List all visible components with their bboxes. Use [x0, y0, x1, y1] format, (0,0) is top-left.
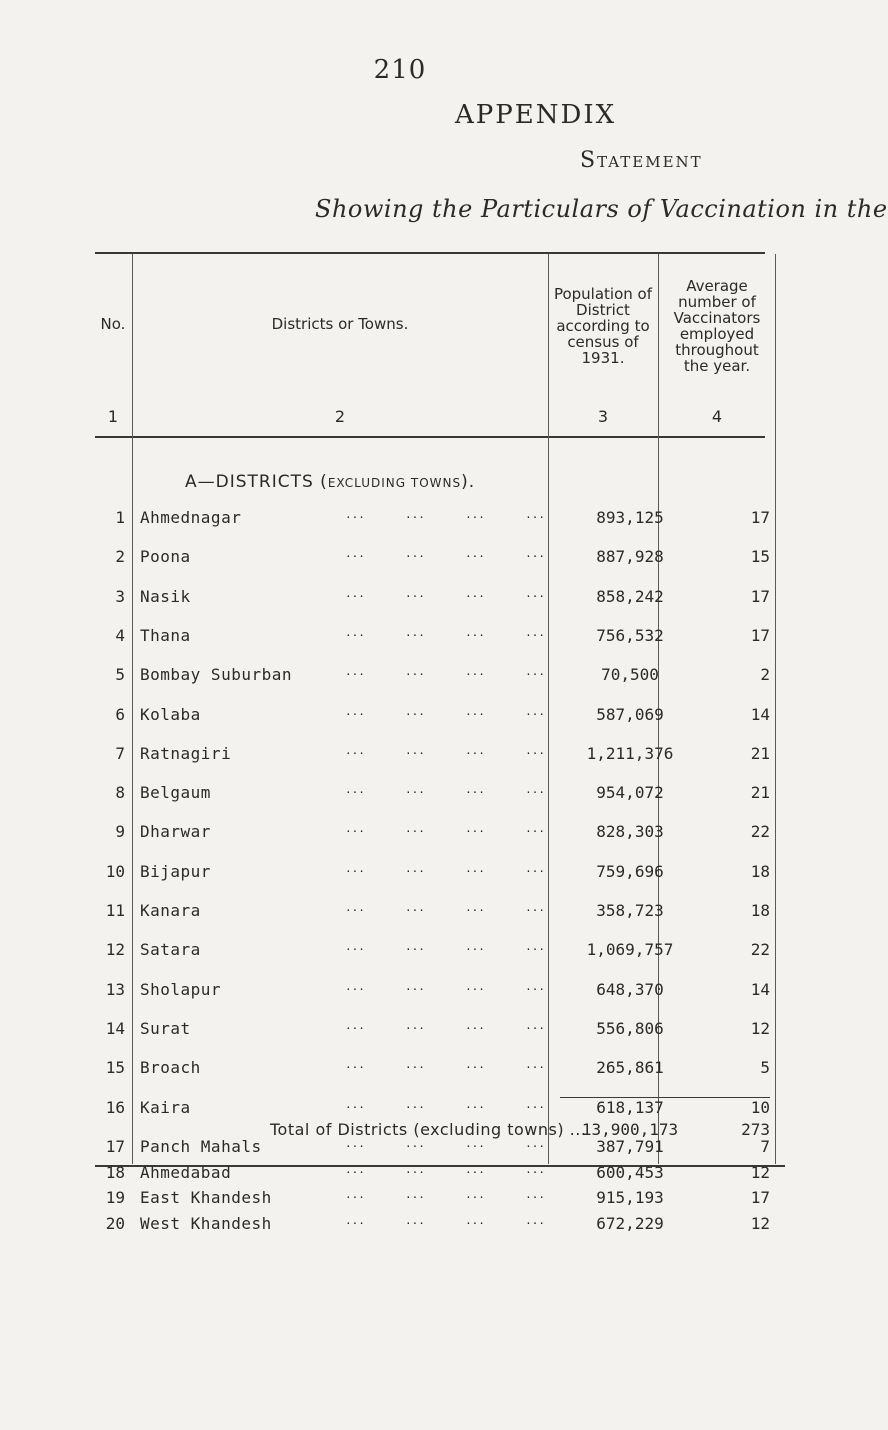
- row-number: 1: [115, 508, 125, 527]
- leader-dots: [345, 508, 545, 521]
- header-vaccinators-line: throughout: [675, 341, 759, 359]
- row-number: 7: [115, 743, 125, 763]
- population-value: 70,500: [601, 665, 659, 685]
- total-row: [0, 1120, 800, 1142]
- header-districts: Districts or Towns.: [271, 315, 409, 333]
- vaccinators-value: 5: [760, 1058, 770, 1078]
- district-name: Kaira: [140, 1097, 191, 1117]
- subtitle: Showing the Particulars of Vaccination in the: [315, 195, 888, 223]
- district-name: Panch Mahals: [140, 1137, 262, 1156]
- leader-dot: ...: [465, 625, 485, 639]
- leader-dot: ...: [465, 665, 485, 679]
- population-value: 648,370: [596, 979, 664, 999]
- leader-dots: [345, 547, 545, 560]
- leader-dot: ...: [465, 743, 485, 757]
- leader-dot: ...: [525, 625, 545, 639]
- leader-dot: ...: [345, 1058, 365, 1072]
- leader-dot: ...: [525, 822, 545, 836]
- leader-dot: ...: [345, 1097, 365, 1111]
- vaccinators-value: 17: [750, 586, 770, 606]
- leader-dot: ...: [465, 586, 485, 600]
- total-vaccinators: 273: [741, 1120, 770, 1139]
- row-number: 6: [115, 704, 125, 724]
- district-name: Bijapur: [140, 861, 211, 881]
- leader-dot: ...: [405, 940, 425, 954]
- vaccinators-value: 14: [750, 979, 770, 999]
- population-value: 556,806: [596, 1018, 664, 1038]
- leader-dots: [345, 901, 545, 914]
- leader-dot: ...: [525, 1058, 545, 1072]
- row-number: 10: [105, 861, 125, 881]
- table-row: [0, 665, 800, 685]
- vaccinators-value: 2: [760, 665, 770, 685]
- row-number: 20: [105, 1213, 125, 1233]
- row-number: 2: [115, 547, 125, 567]
- vaccinators-value: 15: [750, 547, 770, 567]
- row-number: 14: [105, 1018, 125, 1038]
- leader-dot: ...: [345, 625, 365, 639]
- leader-dot: ...: [525, 979, 545, 993]
- leader-dot: ...: [465, 704, 485, 718]
- leader-dot: ...: [525, 665, 545, 679]
- leader-dot: ...: [525, 1162, 545, 1176]
- row-number: 11: [105, 901, 125, 920]
- leader-dot: ...: [345, 901, 365, 914]
- leader-dot: ...: [345, 508, 365, 521]
- leader-dot: ...: [405, 783, 425, 797]
- leader-dot: ...: [525, 1213, 545, 1227]
- leader-dot: ...: [345, 979, 365, 993]
- leader-dots: [345, 940, 545, 953]
- leader-dot: ...: [525, 1137, 545, 1150]
- leader-dot: ...: [405, 704, 425, 718]
- header-vaccinators-line: employed: [679, 325, 755, 343]
- leader-dot: ...: [405, 822, 425, 836]
- table-row: [0, 1188, 800, 1208]
- leader-dot: ...: [345, 940, 365, 954]
- leader-dot: ...: [345, 1018, 365, 1032]
- leader-dot: ...: [465, 822, 485, 836]
- leader-dot: ...: [525, 586, 545, 600]
- leader-dot: ...: [525, 1097, 545, 1111]
- table-row: [0, 1019, 800, 1039]
- section-heading-smallcaps: EXCLUDING TOWNS: [327, 476, 462, 490]
- leader-dot: ...: [525, 901, 545, 914]
- district-name: Sholapur: [140, 979, 222, 999]
- row-number: 8: [115, 783, 125, 803]
- leader-dot: ...: [525, 783, 545, 797]
- leader-dots: [345, 705, 545, 718]
- table-row: [0, 587, 800, 607]
- population-value: 618,137: [596, 1097, 664, 1117]
- population-value: 828,303: [596, 822, 664, 842]
- population-value: 600,453: [596, 1162, 664, 1182]
- population-value: 858,242: [596, 586, 664, 606]
- vaccinators-value: 14: [750, 704, 770, 724]
- header-population-line: according to: [556, 317, 650, 335]
- leader-dot: ...: [345, 1213, 365, 1227]
- vaccinators-value: 22: [750, 822, 770, 842]
- leader-dot: ...: [405, 979, 425, 993]
- leader-dots: [345, 980, 545, 993]
- leader-dot: ...: [345, 547, 365, 561]
- section-heading-prefix: A—DISTRICTS (: [185, 472, 328, 492]
- leader-dot: ...: [465, 508, 485, 521]
- leader-dot: ...: [405, 1213, 425, 1227]
- leader-dots: [345, 744, 545, 757]
- leader-dots: [345, 1098, 545, 1111]
- table-row: [0, 1214, 800, 1234]
- leader-dots: [345, 783, 545, 796]
- leader-dot: ...: [405, 1097, 425, 1111]
- district-name: Bombay Suburban: [140, 665, 292, 685]
- row-number: 17: [105, 1137, 125, 1156]
- leader-dots: [345, 1214, 545, 1227]
- vaccinators-value: 7: [760, 1137, 770, 1156]
- vaccinators-value: 18: [750, 861, 770, 881]
- leader-dot: ...: [405, 901, 425, 914]
- leader-dot: ...: [465, 1162, 485, 1176]
- vaccinators-value: 22: [750, 940, 770, 960]
- district-name: East Khandesh: [140, 1188, 272, 1207]
- vaccinators-value: 12: [750, 1213, 770, 1233]
- leader-dot: ...: [525, 743, 545, 757]
- district-name: Ahmednagar: [140, 508, 242, 527]
- row-number: 12: [105, 940, 125, 960]
- population-value: 1,211,376: [586, 743, 674, 763]
- district-name: Thana: [140, 625, 191, 645]
- leader-dot: ...: [345, 743, 365, 757]
- vaccinators-value: 21: [750, 783, 770, 803]
- leader-dot: ...: [465, 1213, 485, 1227]
- population-value: 759,696: [596, 861, 664, 881]
- leader-dot: ...: [525, 861, 545, 875]
- district-name: Kolaba: [140, 704, 201, 724]
- table-row: [0, 862, 800, 882]
- row-number: 15: [105, 1058, 125, 1078]
- vaccinators-value: 10: [750, 1097, 770, 1117]
- population-value: 1,069,757: [586, 940, 674, 960]
- population-value: 387,791: [596, 1137, 664, 1156]
- leader-dot: ...: [345, 861, 365, 875]
- leader-dot: ...: [405, 861, 425, 875]
- header-vaccinators: [659, 278, 775, 374]
- table-row: [0, 980, 800, 1000]
- row-number: 5: [115, 665, 125, 685]
- leader-dot: ...: [345, 1188, 365, 1201]
- statement-heading: Statement: [580, 148, 703, 173]
- population-value: 887,928: [596, 547, 664, 567]
- population-value: 265,861: [596, 1058, 664, 1078]
- district-name: Ratnagiri: [140, 743, 232, 763]
- section-heading-suffix: ).: [461, 472, 476, 492]
- header-vaccinators-line: number of: [678, 293, 756, 311]
- vaccinators-value: 17: [750, 508, 770, 527]
- column-number: 3: [597, 407, 609, 426]
- table-row: [0, 626, 800, 646]
- leader-dot: ...: [405, 508, 425, 521]
- leader-dots: [345, 862, 545, 875]
- district-name: Belgaum: [140, 783, 211, 803]
- leader-dots: [345, 665, 545, 678]
- table-row: [0, 940, 800, 960]
- table-row: [0, 1163, 800, 1183]
- leader-dot: ...: [405, 665, 425, 679]
- table-row: [0, 744, 800, 764]
- leader-dot: ...: [465, 1058, 485, 1072]
- vaccinators-value: 17: [750, 625, 770, 645]
- district-name: Nasik: [140, 586, 191, 606]
- top-rule: [95, 252, 765, 254]
- leader-dot: ...: [345, 783, 365, 797]
- row-number: 13: [105, 979, 125, 999]
- row-number: 16: [105, 1097, 125, 1117]
- column-number: 1: [107, 407, 119, 426]
- vaccinators-value: 12: [750, 1018, 770, 1038]
- appendix-heading: APPENDIX: [455, 100, 617, 130]
- leader-dot: ...: [525, 1188, 545, 1201]
- table-row: [0, 1098, 800, 1118]
- leader-dot: ...: [405, 625, 425, 639]
- leader-dot: ...: [345, 1162, 365, 1176]
- district-name: West Khandesh: [140, 1213, 272, 1233]
- row-number: 18: [105, 1162, 125, 1182]
- page-number: 210: [373, 55, 427, 85]
- table-row: [0, 822, 800, 842]
- population-value: 756,532: [596, 625, 664, 645]
- district-name: Dharwar: [140, 822, 211, 842]
- header-vaccinators-line: Average: [686, 277, 748, 295]
- leader-dots: [345, 1019, 545, 1032]
- row-number: 9: [115, 822, 125, 842]
- leader-dot: ...: [525, 547, 545, 561]
- leader-dot: ...: [465, 783, 485, 797]
- column-number: 4: [711, 407, 723, 426]
- leader-dot: ...: [405, 1137, 425, 1150]
- leader-dot: ...: [405, 586, 425, 600]
- leader-dots: [345, 1188, 545, 1201]
- header-population-line: census of: [567, 333, 639, 351]
- leader-dot: ...: [525, 940, 545, 954]
- leader-dot: ...: [465, 979, 485, 993]
- leader-dots: [345, 822, 545, 835]
- district-name: Surat: [140, 1018, 191, 1038]
- leader-dot: ...: [465, 1188, 485, 1201]
- header-population: [549, 286, 657, 366]
- leader-dots: [345, 1163, 545, 1176]
- row-number: 3: [115, 586, 125, 606]
- leader-dot: ...: [345, 1137, 365, 1150]
- row-number: 19: [105, 1188, 125, 1207]
- row-number: 4: [115, 625, 125, 645]
- vaccinators-value: 12: [750, 1162, 770, 1182]
- leader-dot: ...: [345, 665, 365, 679]
- table-row: [0, 705, 800, 725]
- leader-dot: ...: [465, 901, 485, 914]
- table-row: [0, 783, 800, 803]
- header-vaccinators-line: the year.: [683, 357, 751, 375]
- leader-dot: ...: [345, 586, 365, 600]
- table-row: [0, 508, 800, 528]
- district-name: Satara: [140, 940, 201, 960]
- header-population-line: Population of: [553, 285, 653, 303]
- leader-dot: ...: [345, 822, 365, 836]
- population-value: 893,125: [596, 508, 664, 527]
- table-row: [0, 901, 800, 921]
- leader-dot: ...: [465, 1097, 485, 1111]
- leader-dot: ...: [465, 1137, 485, 1150]
- leader-dot: ...: [345, 704, 365, 718]
- leader-dot: ...: [405, 743, 425, 757]
- population-value: 672,229: [596, 1213, 664, 1233]
- district-name: Kanara: [140, 901, 201, 920]
- header-no: No.: [100, 315, 126, 333]
- leader-dot: ...: [525, 1018, 545, 1032]
- leader-dots: [345, 626, 545, 639]
- district-name: Broach: [140, 1058, 201, 1078]
- table-row: [0, 1058, 800, 1078]
- leader-dot: ...: [465, 861, 485, 875]
- leader-dots: [345, 1058, 545, 1071]
- leader-dots: [345, 587, 545, 600]
- leader-dot: ...: [465, 1018, 485, 1032]
- population-value: 954,072: [596, 783, 664, 803]
- section-heading: [185, 472, 475, 492]
- header-population-line: District: [576, 301, 630, 319]
- header-vaccinators-line: Vaccinators: [673, 309, 761, 327]
- column-number: 2: [334, 407, 346, 426]
- population-value: 358,723: [596, 901, 664, 920]
- leader-dot: ...: [405, 1162, 425, 1176]
- leader-dot: ...: [405, 1188, 425, 1201]
- header-rule: [95, 436, 765, 438]
- population-value: 587,069: [596, 704, 664, 724]
- leader-dot: ...: [525, 704, 545, 718]
- population-value: 915,193: [596, 1188, 664, 1207]
- vaccinators-value: 21: [750, 743, 770, 763]
- table-row: [0, 547, 800, 567]
- leader-dot: ...: [465, 940, 485, 954]
- leader-dot: ...: [465, 547, 485, 561]
- leader-dot: ...: [405, 1058, 425, 1072]
- leader-dot: ...: [405, 1018, 425, 1032]
- header-population-line: 1931.: [581, 349, 625, 367]
- leader-dot: ...: [525, 508, 545, 521]
- total-label: Total of Districts (excluding towns) ...: [270, 1120, 587, 1139]
- district-name: Poona: [140, 547, 191, 567]
- leader-dot: ...: [405, 547, 425, 561]
- vaccinators-value: 17: [750, 1188, 770, 1207]
- vaccinators-value: 18: [750, 901, 770, 920]
- district-name: Ahmedabad: [140, 1162, 232, 1182]
- total-population: 13,900,173: [581, 1120, 679, 1139]
